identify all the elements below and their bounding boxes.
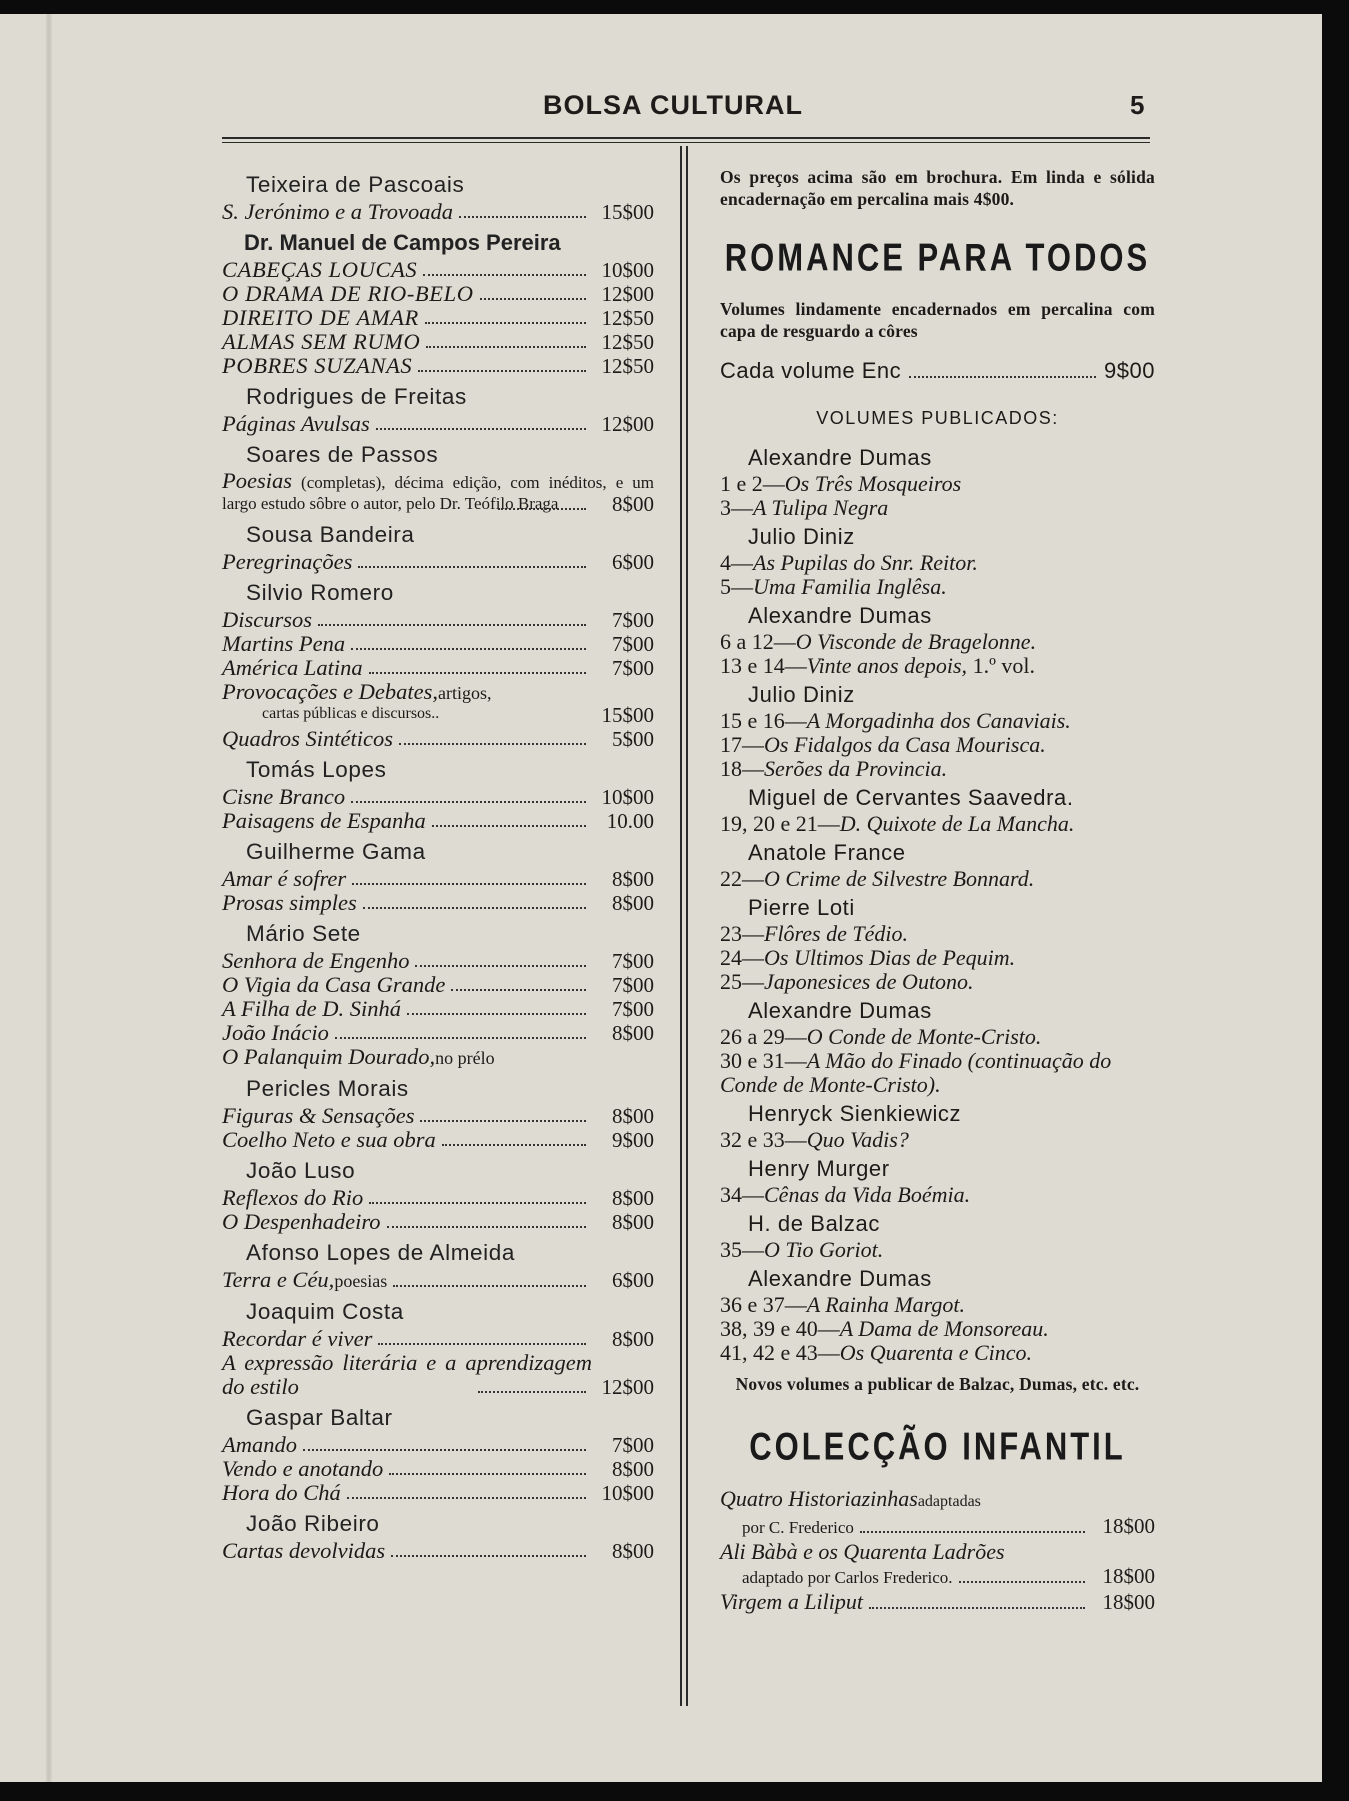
leader-dots: [869, 1607, 1085, 1609]
leader-dots: [860, 1531, 1085, 1533]
volume-author: Julio Diniz: [748, 524, 855, 549]
volume-title: Os Fidalgos da Casa Mourisca.: [764, 732, 1046, 757]
volume-author: Henry Murger: [748, 1156, 890, 1181]
catalog-entry: [222, 330, 654, 354]
entry-title: Prosas simples: [222, 890, 357, 915]
entry-price: 8$00: [612, 1210, 654, 1234]
entry-note: cartas públicas e discursos..: [262, 705, 440, 722]
entry-price: 12$50: [601, 306, 654, 330]
volume-title: D. Quixote de La Mancha.: [839, 811, 1075, 836]
volume-entry: [720, 630, 1155, 654]
entry-price: 12$50: [601, 354, 654, 378]
volume-author: H. de Balzac: [748, 1211, 880, 1236]
volume-title: As Pupilas do Snr. Reitor.: [753, 550, 978, 575]
leader-dots: [352, 882, 586, 885]
infantil-list: [720, 1487, 1155, 1615]
volume-author: Alexandre Dumas: [748, 998, 932, 1023]
volume-title: A Tulipa Negra: [753, 495, 889, 520]
volume-entry: [720, 1238, 1155, 1262]
infantil-inline-note: adaptadas: [917, 1493, 981, 1510]
leader-dots: [423, 273, 586, 276]
volume-number: 1 e 2—: [720, 471, 785, 496]
leader-dots: [407, 1012, 586, 1015]
volume-number: 22—: [720, 866, 764, 891]
leader-dots: [369, 1201, 586, 1204]
left-column: [222, 166, 654, 1563]
page-fold: [46, 14, 52, 1782]
entry-price: 7$00: [612, 973, 654, 997]
leader-dots: [426, 345, 586, 348]
entry-title: Vendo e anotando: [222, 1456, 384, 1481]
entry-price: 8$00: [612, 867, 654, 891]
entry-title: ALMAS SEM RUMO: [222, 329, 421, 354]
infantil-sub: por C. Frederico: [742, 1518, 854, 1537]
volume-title: O Visconde de Bragelonne.: [795, 629, 1037, 654]
catalog-entry: [222, 727, 654, 751]
catalog-entry: [222, 867, 654, 891]
entry-title: O Palanquim Dourado,: [222, 1044, 436, 1069]
volume-entry: [720, 1128, 1155, 1152]
entry-price: 8$00: [612, 1457, 654, 1481]
author-name: Sousa Bandeira: [246, 522, 415, 547]
leader-dots: [358, 565, 586, 568]
entry-title: CABEÇAS LOUCAS: [222, 257, 418, 282]
catalog-entry: [222, 680, 654, 705]
volume-number: 6 a 12—: [720, 629, 796, 654]
catalog-entry: [222, 973, 654, 997]
catalog-entry: [222, 1186, 654, 1210]
volume-entry: [720, 757, 1155, 781]
leader-dots: [959, 1581, 1085, 1583]
catalog-entry: [222, 949, 654, 973]
author-name: Teixeira de Pascoais: [246, 172, 465, 197]
entry-title: DIREITO DE AMAR: [222, 305, 419, 330]
header-rule: [222, 137, 1150, 139]
entry-price: 12$00: [601, 282, 654, 306]
entry-title: Martins Pena: [222, 631, 346, 656]
volume-title: A Morgadinha dos Canaviais.: [806, 708, 1071, 733]
volume-entry: [720, 654, 1155, 678]
volume-entry: [720, 1341, 1155, 1365]
entry-inline-note: poesias: [334, 1271, 388, 1291]
entry-price: 10.00: [606, 809, 654, 833]
entry-title: América Latina: [222, 655, 363, 680]
volume-title: Os Três Mosqueiros: [784, 471, 962, 496]
catalog-entry: [222, 891, 654, 915]
infantil-heading: COLECÇÃO INFANTIL: [749, 1424, 1126, 1469]
catalog-entry: [222, 1433, 654, 1457]
author-name: Soares de Passos: [246, 442, 439, 467]
entry-price: 8$00: [612, 1104, 654, 1128]
entry-price: 5$00: [612, 727, 654, 751]
entry-price: 10$00: [601, 785, 654, 809]
leader-dots: [387, 1225, 586, 1228]
entry-title: João Inácio: [222, 1020, 329, 1045]
volume-author: Anatole France: [748, 840, 906, 865]
leader-dots: [425, 321, 586, 324]
catalog-entry: [222, 656, 654, 680]
volume-entry: [720, 1025, 1155, 1049]
leader-dots: [459, 215, 586, 218]
author-name: Dr. Manuel de Campos Pereira: [244, 230, 561, 255]
catalog-entry: [222, 200, 654, 224]
volume-title: A Dama de Monsoreau.: [839, 1316, 1049, 1341]
volume-number: 38, 39 e 40—: [720, 1316, 840, 1341]
entry-title: Amando: [222, 1432, 297, 1457]
catalog-entry: [222, 1021, 654, 1045]
volume-author: Alexandre Dumas: [748, 603, 932, 628]
entry-price: 8$00: [612, 492, 654, 516]
leader-dots: [393, 1284, 586, 1287]
volume-author: Alexandre Dumas: [748, 445, 932, 470]
volume-entry: [720, 970, 1155, 994]
infantil-sub-line: [720, 1514, 1155, 1540]
entry-title: Hora do Chá: [222, 1480, 341, 1505]
page-number: 5: [1130, 90, 1145, 120]
entry-title: O DRAMA DE RIO-BELO: [222, 281, 474, 306]
author-name: Mário Sete: [246, 921, 361, 946]
volume-entry: [720, 551, 1155, 575]
entry-title: Paisagens de Espanha: [222, 808, 426, 833]
author-name: Pericles Morais: [246, 1076, 409, 1101]
volume-number: 30 e 31—: [720, 1048, 807, 1073]
author-name: Rodrigues de Freitas: [246, 384, 467, 409]
leader-dots: [351, 800, 586, 803]
infantil-sub: adaptado por Carlos Frederico.: [742, 1568, 953, 1587]
volume-title: A Rainha Margot.: [806, 1292, 966, 1317]
volume-number: 19, 20 e 21—: [720, 811, 840, 836]
catalog-entry: [222, 785, 654, 809]
entry-title: O Despenhadeiro: [222, 1209, 381, 1234]
entry-price: 7$00: [612, 1433, 654, 1457]
volume-title: Japonesices de Outono.: [764, 969, 974, 994]
volume-number: 32 e 33—: [720, 1127, 807, 1152]
entry-title: Peregrinações: [222, 549, 353, 574]
leader-dots: [451, 988, 586, 991]
volume-entry: [720, 867, 1155, 891]
catalog-entry: [222, 1457, 654, 1481]
column-divider-inner: [686, 146, 688, 1706]
author-name: Afonso Lopes de Almeida: [246, 1240, 515, 1265]
volume-number: 36 e 37—: [720, 1292, 807, 1317]
author-name: Guilherme Gama: [246, 839, 426, 864]
leader-dots: [376, 427, 586, 430]
entry-title: Senhora de Engenho: [222, 948, 410, 973]
volume-author: Julio Diniz: [748, 682, 855, 707]
leader-dots: [378, 1342, 586, 1345]
leader-dots: [363, 906, 586, 909]
catalog-entry: [222, 412, 654, 436]
infantil-title: Quatro Historiazinhas: [720, 1486, 918, 1511]
infantil-price: 18$00: [1102, 1514, 1155, 1538]
entry-price: 8$00: [612, 1327, 654, 1351]
entry-title: Reflexos do Rio: [222, 1185, 364, 1210]
leader-dots: [432, 824, 586, 827]
published-label: VOLUMES PUBLICADOS:: [816, 408, 1059, 428]
entry-title: Quadros Sintéticos: [222, 726, 394, 751]
leader-dots: [347, 1496, 586, 1499]
volume-title: O Crime de Silvestre Bonnard.: [764, 866, 1035, 891]
column-divider: [680, 146, 682, 1706]
volume-title: Flôres de Tédio.: [764, 921, 908, 946]
catalog-entry: [222, 608, 654, 632]
catalog-entry: [222, 1268, 654, 1293]
leader-dots: [351, 647, 586, 650]
volume-entry: [720, 1317, 1155, 1341]
volume-entry: [720, 922, 1155, 946]
author-name: João Ribeiro: [246, 1511, 380, 1536]
volume-entry: [720, 812, 1155, 836]
entry-price: 15$00: [601, 200, 654, 224]
volume-title: O Tio Goriot.: [764, 1237, 884, 1262]
volume-number: 35—: [720, 1237, 764, 1262]
author-name: Joaquim Costa: [246, 1299, 404, 1324]
volume-number: 26 a 29—: [720, 1024, 807, 1049]
volume-entry: [720, 575, 1155, 599]
leader-dots: [420, 1119, 586, 1122]
leader-dots: [418, 369, 586, 372]
entry-price: 10$00: [601, 258, 654, 282]
entry-title: Terra e Céu,: [222, 1267, 335, 1292]
volume-list: [720, 443, 1155, 1365]
entry-price: 8$00: [612, 1539, 654, 1563]
volume-author: Pierre Loti: [748, 895, 855, 920]
new-volumes-note: Novos volumes a publicar de Balzac, Dumas, etc. etc.: [735, 1374, 1140, 1394]
binding-note: Os preços acima são em brochura. Em linda e sólida encadernação em percalina mais 4$00.: [720, 167, 1155, 209]
volume-title: Os Ultimos Dias de Pequim.: [764, 945, 1016, 970]
volume-number: 25—: [720, 969, 764, 994]
author-name: João Luso: [246, 1158, 356, 1183]
catalog-entry: [222, 632, 654, 656]
volume-price-line: [720, 358, 1155, 384]
catalog-entry: [222, 258, 654, 282]
catalog-page: [0, 14, 1322, 1782]
volume-number: 4—: [720, 550, 753, 575]
author-name: Gaspar Baltar: [246, 1405, 393, 1430]
catalog-entry: [222, 1045, 654, 1070]
volume-number: 34—: [720, 1182, 764, 1207]
entry-price: 6$00: [612, 550, 654, 574]
volume-entry: [720, 496, 1155, 520]
catalog-entry: [222, 1104, 654, 1128]
volume-suffix: 1.º vol.: [967, 653, 1035, 678]
catalog-entry: [222, 997, 654, 1021]
entry-price: 6$00: [612, 1268, 654, 1292]
entry-title: A expressão literária e a aprendizagem do estilo: [222, 1350, 592, 1399]
leader-dots: [389, 1472, 586, 1475]
volume-title: Os Quarenta e Cinco.: [839, 1340, 1033, 1365]
entry-price: 12$00: [601, 1375, 654, 1399]
volume-author: Alexandre Dumas: [748, 1266, 932, 1291]
entry-title: Amar é sofrer: [222, 866, 347, 891]
infantil-price: 18$00: [1102, 1590, 1155, 1614]
entry-price: 7$00: [612, 949, 654, 973]
infantil-entry: [720, 1487, 1155, 1514]
infantil-price: 18$00: [1102, 1564, 1155, 1588]
entry-price-line: [472, 1375, 654, 1399]
volume-number: 3—: [720, 495, 753, 520]
volume-title: Serões da Provincia.: [764, 756, 948, 781]
catalog-entry: [222, 1128, 654, 1152]
entry-price: 7$00: [612, 656, 654, 680]
catalog-entry: [222, 1481, 654, 1505]
catalog-entry: [222, 550, 654, 574]
leader-dots: [335, 1036, 586, 1039]
leader-dots: [399, 742, 586, 745]
entry-title: Cartas devolvidas: [222, 1538, 386, 1563]
entry-title: Páginas Avulsas: [222, 411, 370, 436]
catalog-entry: [222, 282, 654, 306]
leader-dots: [303, 1448, 586, 1451]
volume-title: A Mão do Finado (continuação do Conde de Monte-Cristo).: [720, 1048, 1112, 1097]
infantil-title: Virgem a Liliput: [720, 1589, 863, 1614]
leader-dots: [498, 507, 586, 510]
volume-entry: [720, 946, 1155, 970]
infantil-title: Ali Bàbà e os Quarenta Ladrões: [720, 1539, 1005, 1564]
volume-title: O Conde de Monte-Cristo.: [806, 1024, 1042, 1049]
leader-dots: [369, 671, 586, 674]
entry-title: Provocações e Debates,: [222, 679, 438, 704]
entry-title: POBRES SUZANAS: [222, 353, 413, 378]
right-column: [720, 166, 1155, 1615]
volume-author: Miguel de Cervantes Saavedra.: [748, 785, 1074, 810]
volume-entry: [720, 1293, 1155, 1317]
leader-dots: [478, 1390, 586, 1393]
volume-entry: [720, 1049, 1155, 1097]
entry-title: S. Jerónimo e a Trovoada: [222, 199, 454, 224]
volume-title: Uma Familia Inglêsa.: [753, 574, 947, 599]
volume-number: 5—: [720, 574, 753, 599]
leader-dots: [442, 1143, 586, 1146]
entry-title: Recordar é viver: [222, 1326, 373, 1351]
catalog-entry: [222, 306, 654, 330]
infantil-entry: [720, 1590, 1155, 1615]
leader-dots: [318, 623, 586, 626]
volume-number: 13 e 14—: [720, 653, 807, 678]
leader-dots: [391, 1554, 586, 1557]
catalog-entry: [222, 1210, 654, 1234]
romance-heading: ROMANCE PARA TODOS: [724, 235, 1151, 280]
entry-title: Cisne Branco: [222, 784, 346, 809]
entry-title: Figuras & Sensações: [222, 1103, 415, 1128]
catalog-entry: [222, 1327, 654, 1351]
volume-number: 41, 42 e 43—: [720, 1340, 840, 1365]
volume-price-label: Cada volume Enc: [720, 358, 902, 383]
catalog-entry: [222, 809, 654, 833]
infantil-sub-line: [720, 1564, 1155, 1590]
volume-price: 9$00: [1104, 358, 1155, 383]
header-rule-thin: [222, 142, 1150, 143]
volume-number: 24—: [720, 945, 764, 970]
volume-entry: [720, 472, 1155, 496]
entry-price: 12$50: [601, 330, 654, 354]
running-title: BOLSA CULTURAL: [543, 90, 803, 120]
entry-inline-note: artigos,: [437, 683, 492, 703]
entry-note: (completas), décima edição, com inéditos, e um largo estudo sôbre o autor, pelo Dr. Teófilo Braga: [222, 473, 654, 513]
author-name: Tomás Lopes: [246, 757, 387, 782]
catalog-entry: [222, 354, 654, 378]
volume-title: Cênas da Vida Boémia.: [764, 1182, 971, 1207]
entry-price: 15$00: [601, 703, 654, 727]
catalog-entry: [222, 1539, 654, 1563]
romance-description: Volumes lindamente encadernados em percalina com capa de resguardo a côres: [720, 299, 1155, 341]
entry-title: O Vigia da Casa Grande: [222, 972, 446, 997]
volume-number: 17—: [720, 732, 764, 757]
entry-title: Discursos: [222, 607, 313, 632]
volume-entry: [720, 1183, 1155, 1207]
entry-title: A Filha de D. Sinhá: [222, 996, 401, 1021]
volume-title: Vinte anos depois,: [806, 653, 968, 678]
entry-title: Poesias: [222, 468, 292, 493]
volume-number: 23—: [720, 921, 764, 946]
leader-dots: [909, 376, 1096, 378]
entry-title: Coelho Neto e sua obra: [222, 1127, 436, 1152]
entry-price: 7$00: [612, 632, 654, 656]
volume-number: 18—: [720, 756, 764, 781]
entry-inline-note: no prélo: [435, 1048, 495, 1068]
entry-price: 8$00: [612, 1186, 654, 1210]
volume-number: 15 e 16—: [720, 708, 807, 733]
entry-price: 9$00: [612, 1128, 654, 1152]
volume-author: Henryck Sienkiewicz: [748, 1101, 962, 1126]
infantil-entry: [720, 1540, 1155, 1564]
entry-price: 8$00: [612, 1021, 654, 1045]
volume-entry: [720, 709, 1155, 733]
volume-title: Quo Vadis?: [806, 1127, 909, 1152]
entry-price: 12$00: [601, 412, 654, 436]
entry-price: 7$00: [612, 608, 654, 632]
entry-price: 10$00: [601, 1481, 654, 1505]
volume-entry: [720, 733, 1155, 757]
entry-price: 7$00: [612, 997, 654, 1021]
entry-price: 8$00: [612, 891, 654, 915]
leader-dots: [480, 297, 586, 300]
leader-dots: [415, 964, 586, 967]
author-name: Silvio Romero: [246, 580, 394, 605]
